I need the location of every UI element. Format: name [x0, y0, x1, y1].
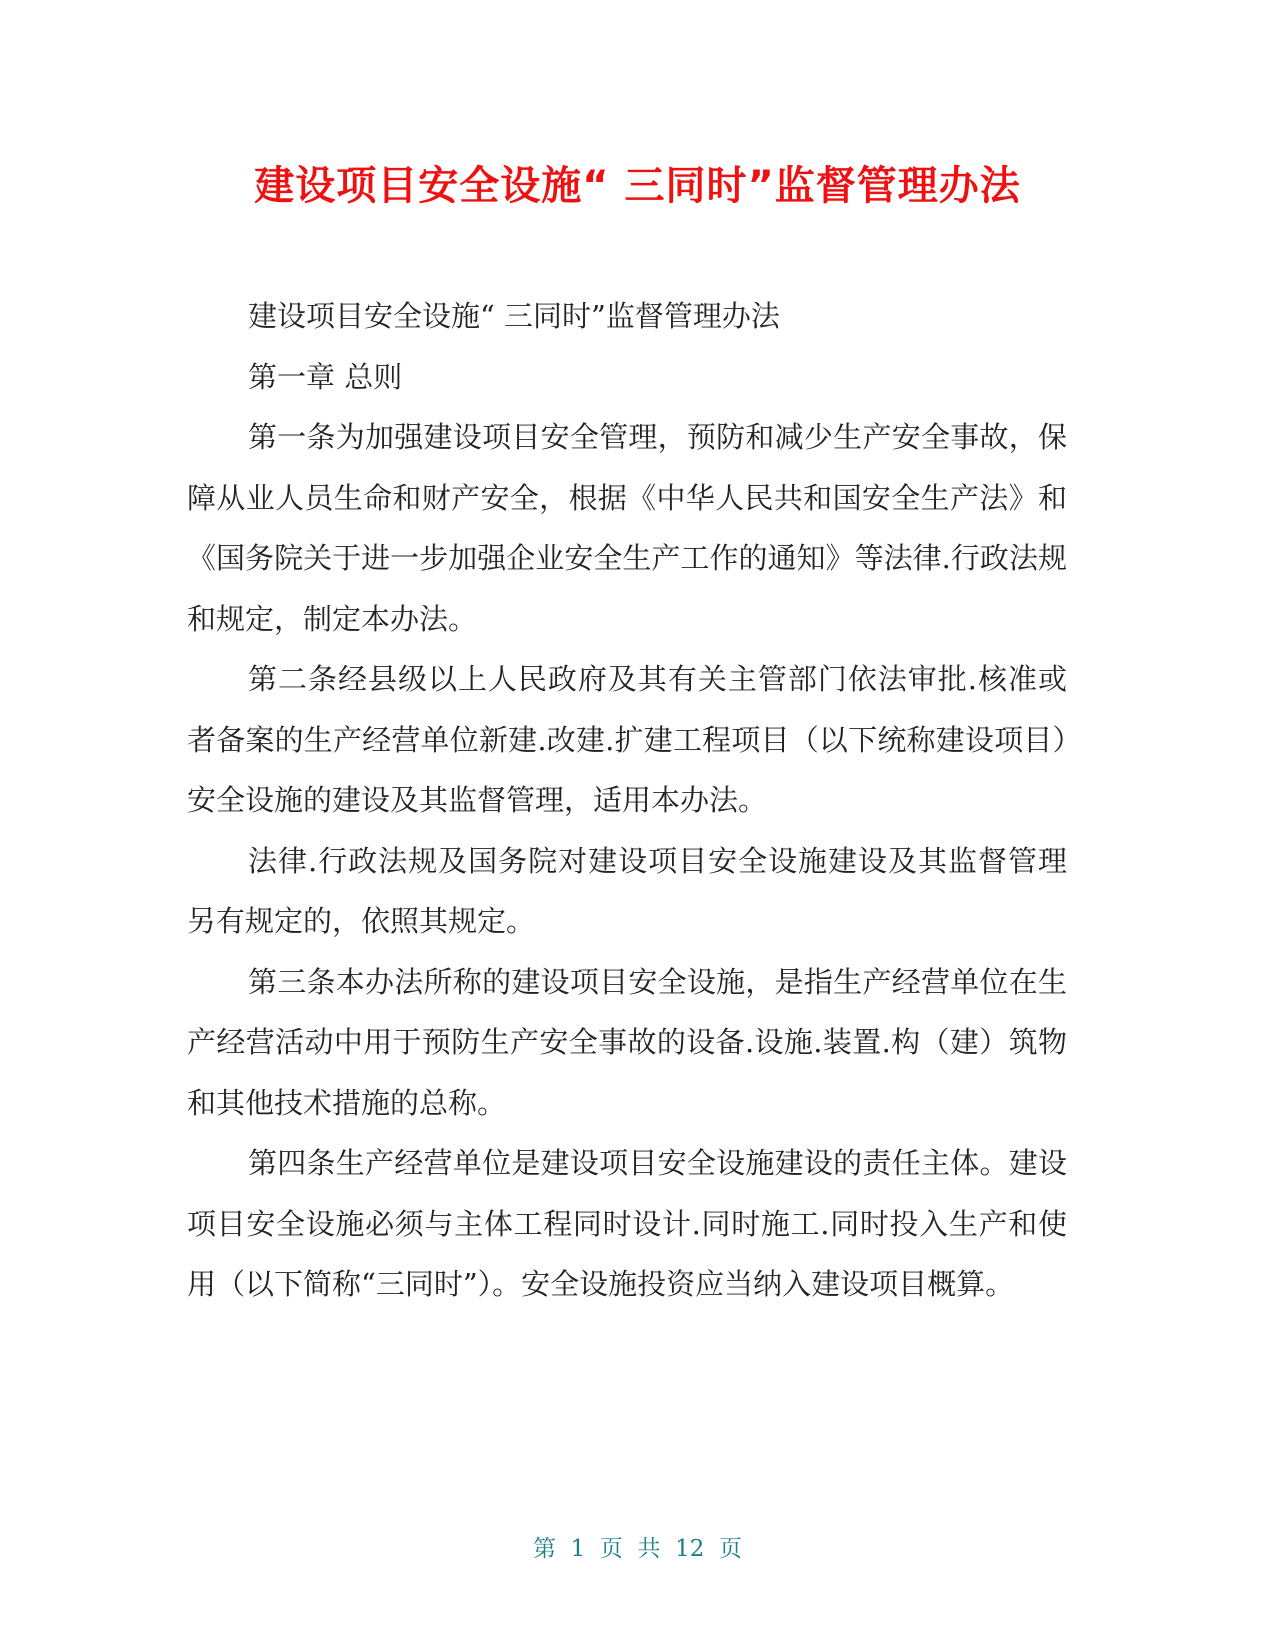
document-body [187, 286, 1067, 1315]
paragraph-subtitle: 建设项目安全设施“ 三同时”监督管理办法 [248, 299, 780, 333]
paragraph-chapter-heading: 第一章 总则 [248, 359, 403, 394]
paragraph-article-4: 第四条生产经营单位是建设项目安全设施建设的责任主体。建设项目安全设施必须与主体工程同时设计.同时施工.同时投入生产和使用（以下简称“三同时”）。安全设施投资应当纳入建设项目概算。 [187, 1146, 1067, 1301]
paragraph-article-2: 第二条经县级以上人民政府及其有关主管部门依法审批.核准或者备案的生产经营单位新建.改建.扩建工程项目（以下统称建设项目）安全设施的建设及其监督管理，适用本办法。 [187, 662, 1067, 817]
paragraph-article-2-supplement: 法律.行政法规及国务院对建设项目安全设施建设及其监督管理另有规定的，依照其规定。 [187, 843, 1067, 938]
paragraph-article-1: 第一条为加强建设项目安全管理，预防和减少生产安全事故，保障从业人员生命和财产安全，根据《中华人民共和国安全生产法》和《国务院关于进一步加强企业安全生产工作的通知》等法律.行政法规和规定，制定本办法。 [187, 420, 1067, 636]
page-number-footer: 第 1 页 共 12 页 [532, 1536, 742, 1562]
document-title: 建设项目安全设施“ 三同时”监督管理办法 [254, 163, 1021, 209]
paragraph-article-3: 第三条本办法所称的建设项目安全设施，是指生产经营单位在生产经营活动中用于预防生产安全事故的设备.设施.装置.构（建）筑物和其他技术措施的总称。 [187, 964, 1067, 1120]
